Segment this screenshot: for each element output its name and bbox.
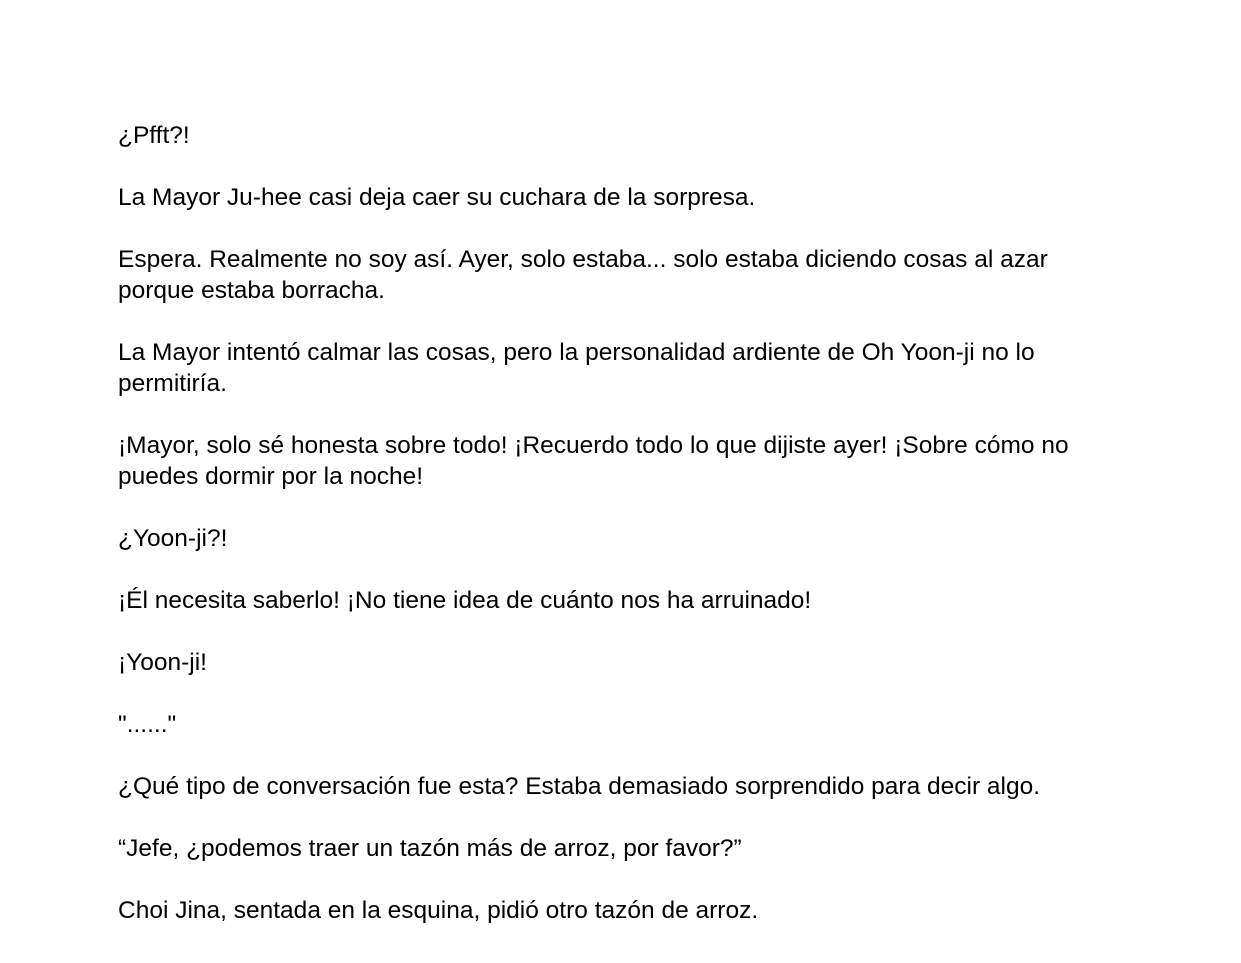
paragraph-5: ¡Mayor, solo sé honesta sobre todo! ¡Recuerdo todo lo que dijiste ayer! ¡Sobre cómo no puedes dormir por la noche! [118, 432, 1069, 490]
paragraph-9: "......" [118, 711, 177, 738]
paragraph-10: ¿Qué tipo de conversación fue esta? Estaba demasiado sorprendido para decir algo. [118, 773, 1041, 800]
paragraph-1: ¿Pfft?! [118, 122, 190, 149]
paragraph-4: La Mayor intentó calmar las cosas, pero la personalidad ardiente de Oh Yoon-ji no lo permitiría. [118, 339, 1035, 397]
document-body [118, 120, 1118, 957]
paragraph-12: Choi Jina, sentada en la esquina, pidió otro tazón de arroz. [118, 897, 759, 924]
paragraph-6: ¿Yoon-ji?! [118, 525, 228, 552]
paragraph-2: La Mayor Ju-hee casi deja caer su cuchara de la sorpresa. [118, 184, 756, 211]
paragraph-8: ¡Yoon-ji! [118, 649, 207, 676]
paragraph-3: Espera. Realmente no soy así. Ayer, solo estaba... solo estaba diciendo cosas al azar porque estaba borracha. [118, 246, 1048, 304]
paragraph-11: “Jefe, ¿podemos traer un tazón más de arroz, por favor?” [118, 835, 742, 862]
paragraph-7: ¡Él necesita saberlo! ¡No tiene idea de cuánto nos ha arruinado! [118, 587, 812, 614]
